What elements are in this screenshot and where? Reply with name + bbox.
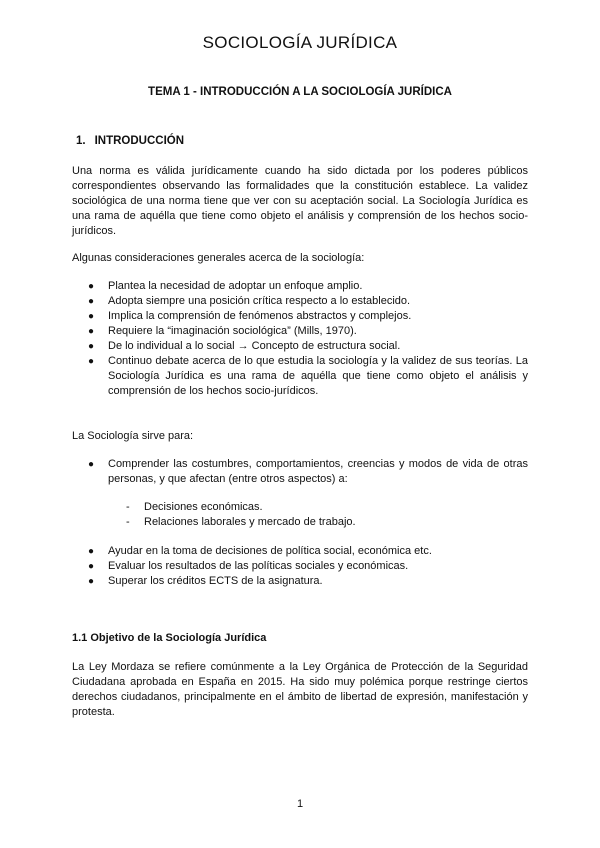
dash-icon: - xyxy=(126,516,130,528)
uses-list-rest xyxy=(72,544,528,589)
list-item: ● Implica la comprensión de fenómenos abstractos y complejos. xyxy=(88,310,412,322)
subsection-paragraph: La Ley Mordaza se refiere comúnmente a la Ley Orgánica de Protección de la Seguridad Ciudadana aprobada en España en 2015. Ha sido muy polémica porque restringe ciertos derechos ciudadanos, principalmente en el ámbito de libertad de expresión, manifestación y protesta. xyxy=(72,661,528,718)
list-item: ● Comprender las costumbres, comportamientos, creencias y modos de vida de otras personas, y que afectan (entre otros aspectos) a: xyxy=(88,458,528,485)
bullet-icon: ● xyxy=(88,326,95,337)
bullet-icon: ● xyxy=(88,296,95,307)
uses-intro: La Sociología sirve para: xyxy=(72,430,194,442)
considerations-intro: Algunas consideraciones generales acerca de la sociología: xyxy=(72,252,365,264)
list-item: ● Plantea la necesidad de adoptar un enfoque amplio. xyxy=(88,280,363,292)
bullet-icon: ● xyxy=(88,546,95,557)
list-item: ● Adopta siempre una posición crítica respecto a lo establecido. xyxy=(88,295,411,307)
subsection-heading: 1.1 Objetivo de la Sociología Jurídica xyxy=(72,632,267,644)
bullet-icon: ● xyxy=(88,561,95,572)
list-item: - Decisiones económicas. xyxy=(126,501,263,513)
list-item: ● Continuo debate acerca de lo que estudia la sociología y la validez de sus teorías. La Sociología Jurídica es una rama de aquélla que tiene como objeto el análisis y comprensión de los hechos socio-jurídicos. xyxy=(88,355,528,397)
bullet-icon: ● xyxy=(88,459,95,470)
list-item: ● Ayudar en la toma de decisiones de política social, económica etc. xyxy=(88,545,432,557)
bullet-icon: ● xyxy=(88,281,95,292)
list-item: ● Requiere la “imaginación sociológica” (Mills, 1970). xyxy=(88,325,357,337)
bullet-icon: ● xyxy=(88,356,95,367)
dash-icon: - xyxy=(126,501,130,513)
document-header-title: SOCIOLOGÍA JURÍDICA xyxy=(202,33,398,52)
section-title: INTRODUCCIÓN xyxy=(94,135,185,147)
considerations-list xyxy=(72,279,528,399)
uses-list-first xyxy=(72,457,528,487)
page-number: 1 xyxy=(296,798,304,810)
bullet-icon: ● xyxy=(88,341,95,352)
bullet-icon: ● xyxy=(88,576,95,587)
list-item: ● De lo individual a lo social → Concepto de estructura social. xyxy=(88,340,401,352)
sub-items-list xyxy=(72,500,528,530)
section-heading xyxy=(76,135,184,147)
section-number: 1. xyxy=(76,135,86,147)
list-item: ● Superar los créditos ECTS de la asignatura. xyxy=(88,575,323,587)
intro-paragraph: Una norma es válida jurídicamente cuando ha sido dictada por los poderes públicos correspondientes observando las formalidades que la constitución establece. La validez sociológica de una norma tiene que ver con su aceptación social. La Sociología Jurídica es una rama de aquélla que tiene como objeto el análisis y comprensión de los hechos socio-jurídicos. xyxy=(72,165,528,237)
bullet-icon: ● xyxy=(88,311,95,322)
topic-title: TEMA 1 - INTRODUCCIÓN A LA SOCIOLOGÍA JURÍDICA xyxy=(148,86,452,98)
list-item: - Relaciones laborales y mercado de trabajo. xyxy=(126,516,356,528)
list-item: ● Evaluar los resultados de las políticas sociales y económicas. xyxy=(88,560,409,572)
